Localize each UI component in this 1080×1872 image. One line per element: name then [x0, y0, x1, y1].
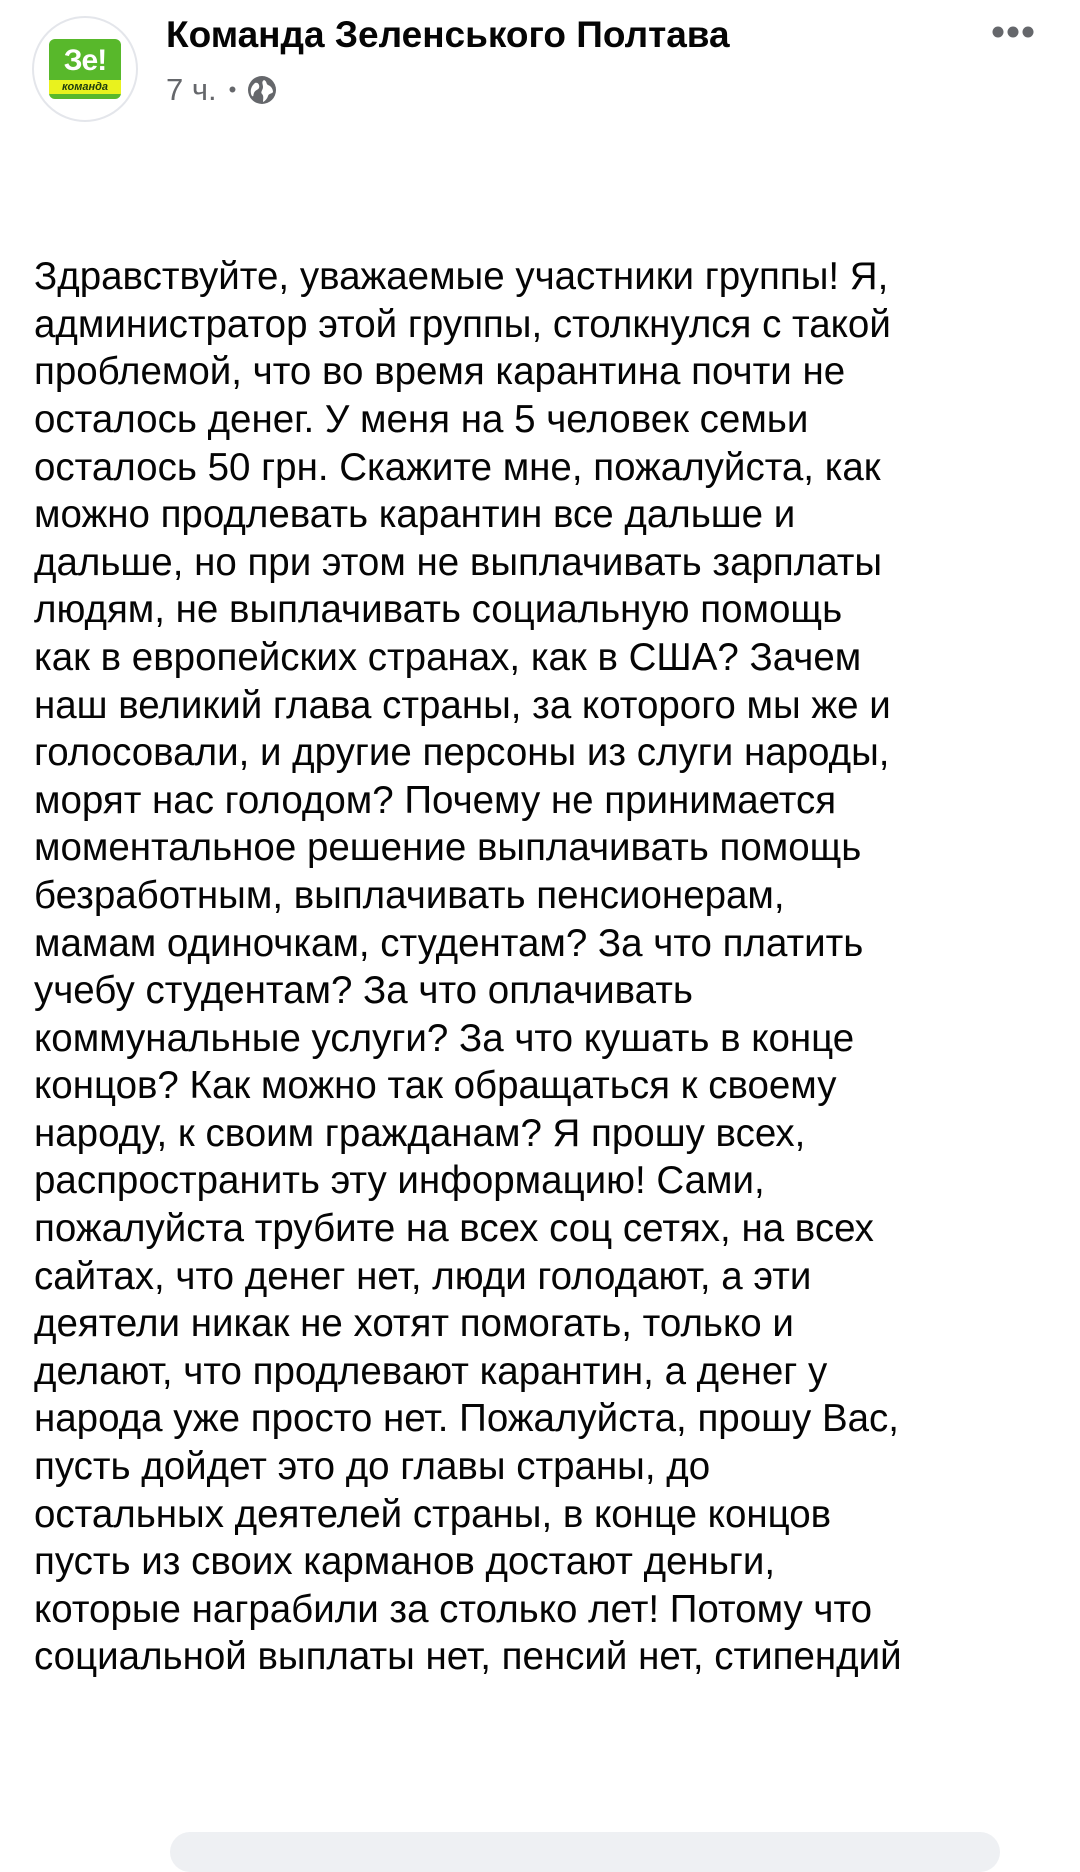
- logo-brand-text: Зе!: [63, 44, 107, 77]
- post-text-line: администратор этой группы, столкнулся с такой: [34, 302, 891, 346]
- post-meta: [166, 70, 278, 110]
- post-text-line: моментальное решение выплачивать помощь: [34, 826, 862, 870]
- post-text-line: остальных деятелей страны, в конце концов: [34, 1492, 832, 1536]
- post-text-line: концов? Как можно так обращаться к своему: [34, 1064, 837, 1108]
- post-text-line: осталось денег. У меня на 5 человек семьи: [34, 397, 809, 441]
- post-text-line: делают, что продлевают карантин, а денег у: [34, 1349, 828, 1393]
- comment-bar[interactable]: [170, 1832, 1000, 1872]
- page-avatar[interactable]: [32, 16, 138, 122]
- ze-team-logo: [49, 39, 121, 99]
- post-text-line: проблемой, что во время карантина почти не: [34, 350, 846, 394]
- post-text-line: пусть из своих карманов достают деньги,: [34, 1540, 776, 1584]
- post-text-line: морят нас голодом? Почему не принимается: [34, 778, 837, 822]
- meta-separator: •: [228, 77, 237, 102]
- post-header: [0, 0, 1080, 140]
- post-text-line: социальной выплаты нет, пенсий нет, стипендий: [34, 1635, 902, 1679]
- post-text-line: голосовали, и другие персоны из слуги народы,: [34, 731, 890, 775]
- post-text-line: можно продлевать карантин все дальше и: [34, 493, 796, 537]
- post-text-line: Здравствуйте, уважаемые участники группы! Я,: [34, 255, 889, 299]
- post-text-line: пусть дойдет это до главы страны, до: [34, 1445, 711, 1489]
- post-text-line: народу, к своим гражданам? Я прошу всех,: [34, 1111, 806, 1155]
- post-text-line: деятели никак не хотят помогать, только и: [34, 1302, 794, 1346]
- page-name-link[interactable]: Команда Зеленського Полтава: [166, 14, 730, 55]
- post-text-line: пожалуйста трубите на всех соц сетях, на всех: [34, 1207, 874, 1251]
- post-text-line: которые награбили за столько лет! Потому что: [34, 1587, 873, 1631]
- post-body-text: [34, 158, 1054, 1826]
- post-text-line: безработным, выплачивать пенсионерам,: [34, 873, 785, 917]
- more-options-button[interactable]: [978, 10, 1048, 54]
- post-text-line: дальше, но при этом не выплачивать зарплаты: [34, 540, 883, 584]
- globe-icon[interactable]: [246, 74, 278, 106]
- post-text-line: коммунальные услуги? За что кушать в конце: [34, 1016, 855, 1060]
- post-text-line: учебу студентам? За что оплачивать: [34, 969, 693, 1013]
- post-text-line: сайтах, что денег нет, люди голодают, а эти: [34, 1254, 812, 1298]
- post-text-line: людям, не выплачивать социальную помощь: [34, 588, 843, 632]
- post-text-line: мамам одиночкам, студентам? За что платить: [34, 921, 864, 965]
- post-timestamp[interactable]: 7 ч.: [166, 72, 217, 107]
- logo-sub-text: команда: [49, 80, 121, 94]
- post-text-line: осталось 50 грн. Скажите мне, пожалуйста, как: [34, 445, 881, 489]
- post-text-line: народа уже просто нет. Пожалуйста, прошу Вас,: [34, 1397, 899, 1441]
- post-text-line: как в европейских странах, как в США? Зачем: [34, 635, 862, 679]
- post-text-line: наш великий глава страны, за которого мы же и: [34, 683, 891, 727]
- more-dots-icon: [991, 25, 1035, 39]
- post-text-line: распространить эту информацию! Сами,: [34, 1159, 765, 1203]
